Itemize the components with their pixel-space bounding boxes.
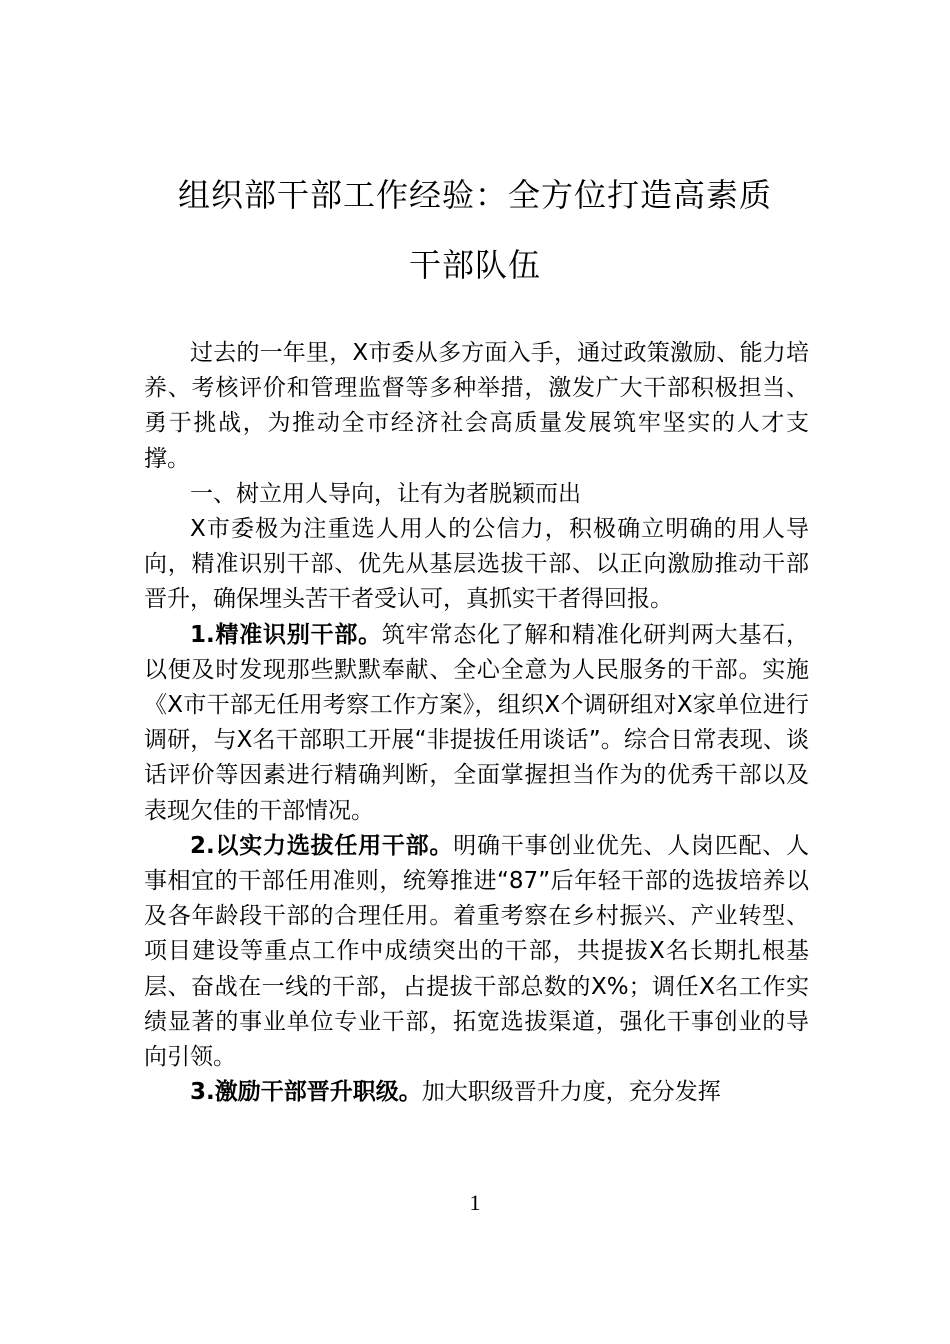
paragraph-lead: 3.激励干部晋升职级。 — [190, 1079, 422, 1106]
body-paragraph — [144, 1075, 809, 1110]
paragraph-lead: 1.精准识别干部。 — [190, 621, 382, 648]
body-paragraph — [144, 829, 809, 1075]
paragraph-text: 加大职级晋升力度，充分发挥 — [421, 1079, 721, 1106]
body-paragraph — [144, 618, 809, 829]
paragraph-text: 一、树立用人导向，让有为者脱颖而出 — [190, 480, 581, 507]
paragraph-text: X市委极为注重选人用人的公信力，积极确立明确的用人导向，精准识别干部、优先从基层选拔干部、以正向激励推动干部晋升，确保埋头苦干者受认可，真抓实干者得回报。 — [144, 516, 809, 613]
intro-paragraph — [144, 336, 809, 477]
body-paragraph — [144, 512, 809, 618]
paragraph-text: 过去的一年里，X市委从多方面入手，通过政策激励、能力培养、考核评价和管理监督等多种举措，激发广大干部积极担当、勇于挑战，为推动全市经济社会高质量发展筑牢坚实的人才支撑。 — [144, 340, 809, 472]
paragraph-lead: 2.以实力选拔任用干部。 — [190, 832, 454, 859]
document-body — [144, 336, 809, 1110]
document-title-line-1: 组织部干部工作经验：全方位打造高素质 — [177, 176, 772, 214]
document-title-line-2: 干部队伍 — [408, 246, 541, 284]
section-heading — [144, 477, 809, 512]
page-number: 1 — [469, 1190, 481, 1215]
paragraph-text: 筑牢常态化了解和精准化研判两大基石，以便及时发现那些默默奉献、全心全意为人民服务的干部。实施《X市干部无任用考察工作方案》，组织X个调研组对X家单位进行调研，与X名干部职工开展“非提拔任用谈话”。综合日常表现、谈话评价等因素进行精确判断，全面掌握担当作为的优秀干部以及表现欠佳的干部情况。 — [144, 621, 809, 824]
paragraph-text: 明确干事创业优先、人岗匹配、人事相宜的干部任用准则，统筹推进“87”后年轻干部的选拔培养以及各年龄段干部的合理任用。着重考察在乡村振兴、产业转型、项目建设等重点工作中成绩突出的干部，共提拔X名长期扎根基层、奋战在一线的干部，占提拔干部总数的X%；调任X名工作实绩显著的事业单位专业干部，拓宽选拔渠道，强化干事创业的导向引领。 — [144, 832, 809, 1071]
